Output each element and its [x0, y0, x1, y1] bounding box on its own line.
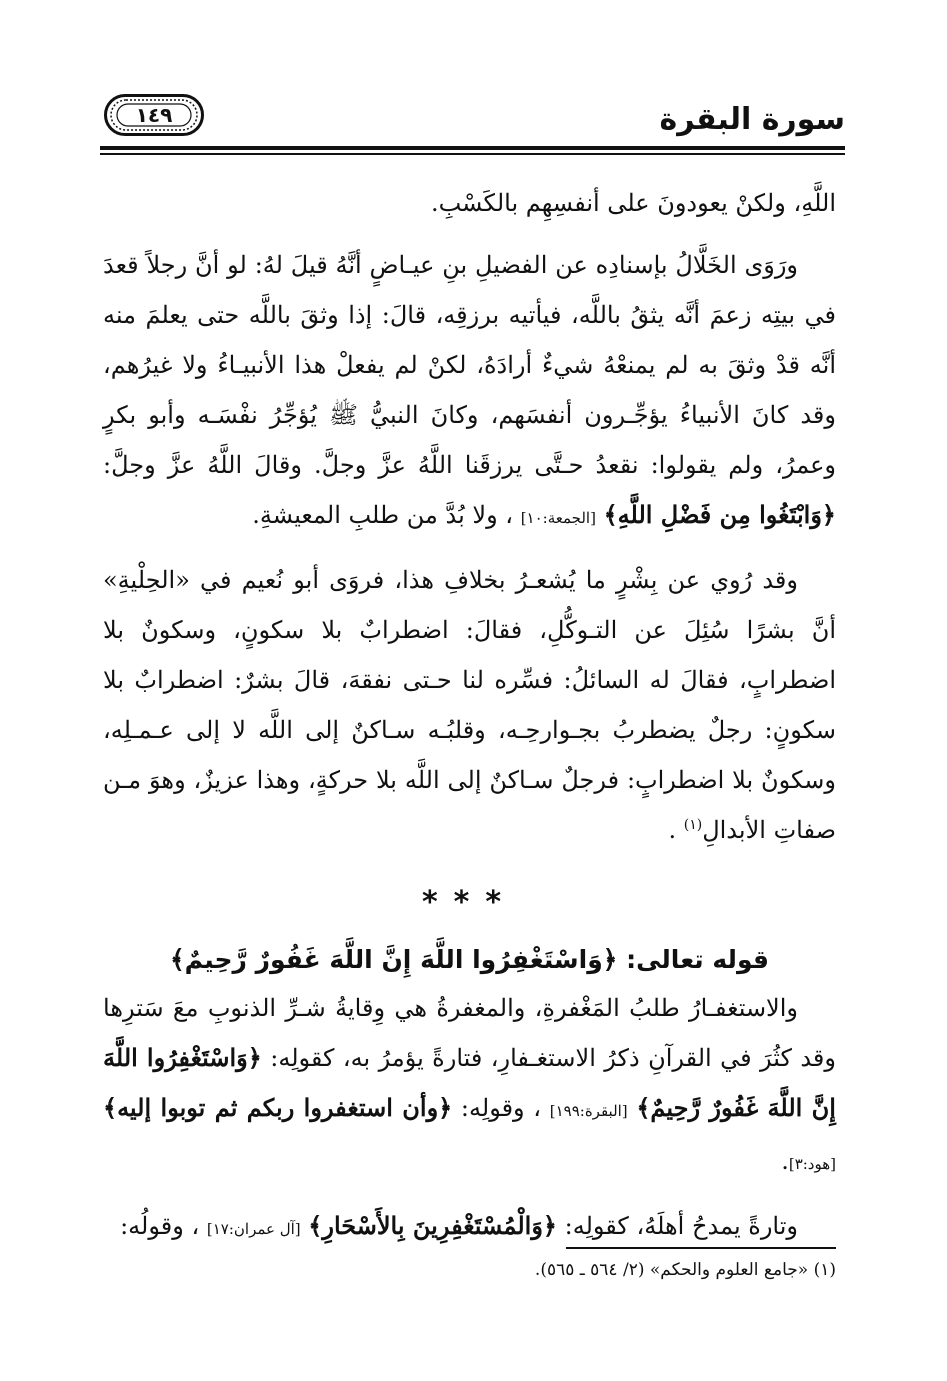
- paragraph-5-end: ، وقولُه:: [120, 1212, 200, 1240]
- paragraph-4-end: .: [781, 1147, 789, 1175]
- footnote-rule: [566, 1247, 836, 1249]
- paragraph-2: [103, 240, 836, 543]
- section-heading-verse: ﴿وَاسْتَغْفِرُوا اللَّهَ إِنَّ اللَّهَ غَفُورٌ رَّحِيمٌ﴾: [170, 945, 618, 974]
- paragraph-3: [103, 555, 836, 855]
- header-rule-thin: [100, 153, 845, 155]
- header-rule-thick: [100, 146, 845, 150]
- main-text: [103, 178, 836, 1254]
- paragraph-3-text: وقد رُوي عن بِشْرٍ ما يُشعـرُ بخلافِ هذا، فروَى أبو نُعيم في «الحِلْيةِ» أنَّ بشرًا سُئِلَ عن التـوكُّلِ، فقالَ: اضطرابٌ بلا سكونٍ، وسكونٌ بلا اضطرابٍ، فقالَ له السائلُ: فسِّره لنا حـتى نفقهَ، قالَ بشرٌ: اضطرابٌ بلا سكونٍ: رجلٌ يضطربُ بجـوارحِـه، وقلبُـه سـاكنٌ إلى اللَّه لا إلى عـمـلِه، وسكونٌ بلا اضطرابٍ: فرجلٌ سـاكنٌ إلى اللَّه بلا حركةٍ، وهذا عزيزٌ، وهوَ مـن صفاتِ الأبدالِ: [103, 566, 836, 844]
- paragraph-1-text: اللَّهِ، ولكنْ يعودونَ على أنفسِهِم بالكَسْبِ.: [430, 189, 836, 217]
- paragraph-1: [103, 178, 836, 228]
- quran-verse: ﴿وَابْتَغُوا مِن فَضْلِ اللَّهِ﴾: [603, 500, 836, 529]
- footnote: (١) «جامع العلوم والحكم» (٢/ ٥٦٤ ـ ٥٦٥).: [534, 1260, 836, 1280]
- paragraph-3-end: .: [668, 816, 677, 844]
- verse-reference: [البقرة:١٩٩]: [549, 1102, 628, 1120]
- quran-verse: ﴿وأن استغفروا ربكم ثم توبوا إليه﴾: [103, 1093, 453, 1122]
- section-heading: [103, 937, 836, 983]
- quran-verse: ﴿وَاسْتَغْفِرُوا اللَّهَ إِنَّ اللَّهَ غَفُورٌ رَّحِيمٌ﴾: [103, 1043, 836, 1122]
- page-number: ١٤٩: [135, 103, 173, 127]
- verse-reference: [الجمعة:١٠]: [520, 509, 596, 527]
- paragraph-4-text: والاستغفـارُ طلبُ المَغْفرةِ، والمغفرةُ هي وِقايةُ شـرِّ الذنوبِ معَ سَترِها وقد كثُرَ في القرآنِ ذكرُ الاستغـفارِ، فتارةً يؤمرُ به، كقولِه:: [103, 994, 836, 1072]
- section-heading-label: قوله تعالى:: [626, 945, 769, 974]
- paragraph-2-text: ورَوَى الخَلَّالُ بإسنادِه عن الفضيلِ بنِ عيـاضٍ أنَّهُ قيلَ لهُ: لو أنَّ رجلاً قعدَ في بيتِه زعمَ أنَّه يثقُ باللَّه، فيأتيه برزقِه، قالَ: إذا وثقَ باللَّه حتى يعلمَ منه أنَّه قدْ وثقَ به لم يمنعْهُ شيءٌ أرادَهُ، لكنْ لم يفعلْ هذا الأنبيـاءُ ولا غيرُهم، وقد كانَ الأنبياءُ يؤجِّـرون أنفسَهم، وكانَ النبيُّ ﷺ يُؤجِّرُ نفْسَـه وأبو بكرٍ وعمرُ، ولم يقولوا: نقعدُ حـتَّى يرزقَنا اللَّهُ عزَّ وجلَّ. وقالَ اللَّهُ عزَّ وجلَّ:: [103, 251, 836, 479]
- paragraph-2-end: ، ولا بُدَّ من طلبِ المعيشةِ.: [252, 501, 514, 529]
- footnote-marker: (١): [683, 817, 703, 833]
- quran-verse: ﴿وَالْمُسْتَغْفِرِينَ بِالأَسْحَارِ﴾: [308, 1211, 557, 1240]
- verse-reference: [هود:٣]: [788, 1155, 836, 1173]
- paragraph-5-text: وتارةً يمدحُ أهلَهُ، كقولِه:: [564, 1212, 798, 1240]
- paragraph-4-mid: ، وقولِه:: [460, 1094, 542, 1122]
- page-header: [100, 88, 845, 146]
- verse-reference: [آل عمران:١٧]: [206, 1220, 301, 1238]
- section-separator: ***: [421, 885, 518, 920]
- paragraph-4: [103, 983, 836, 1189]
- surah-title: سورة البقرة: [659, 102, 845, 137]
